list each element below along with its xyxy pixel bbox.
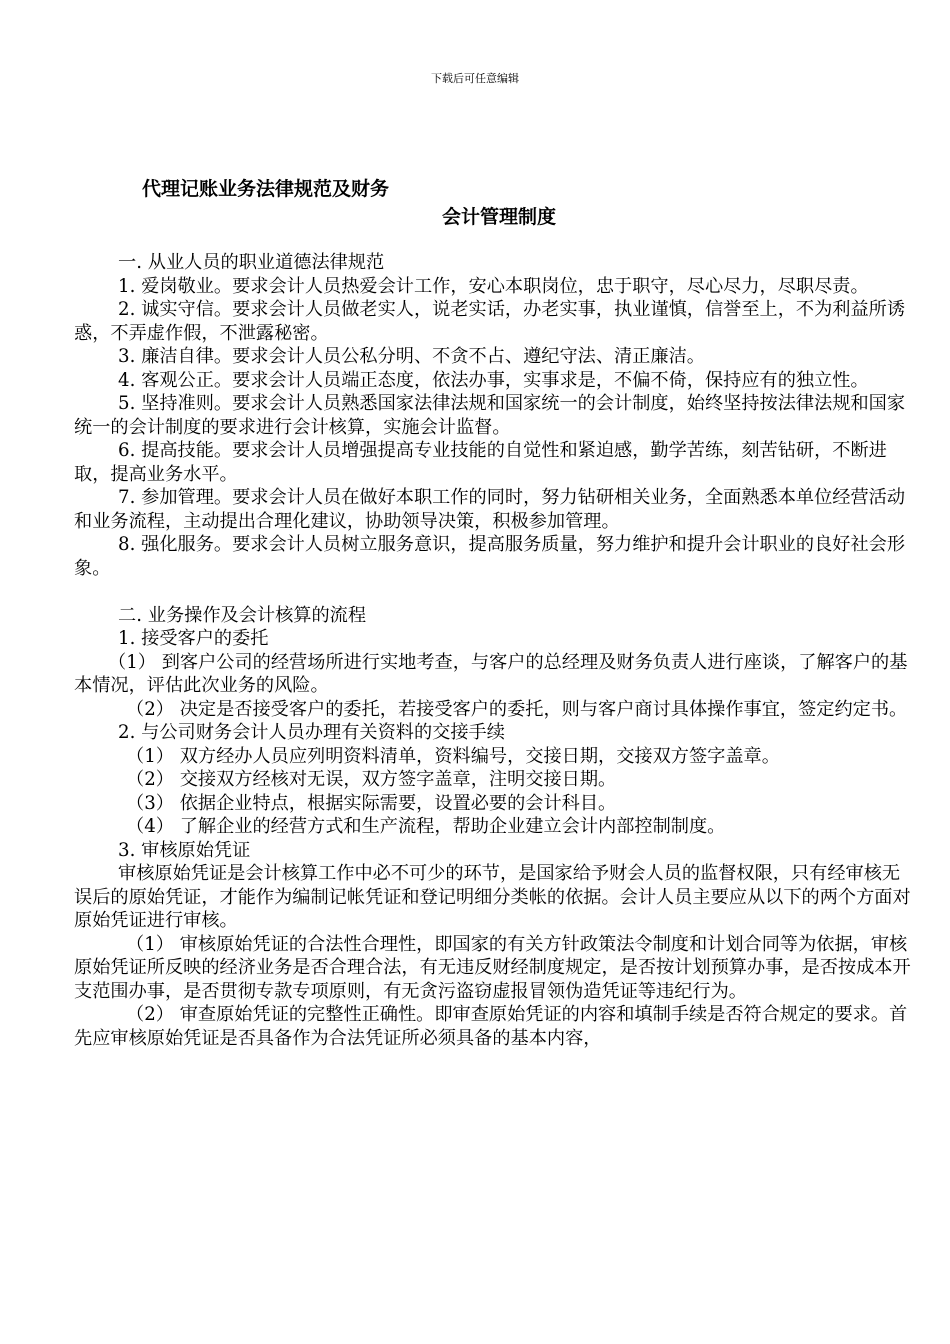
section1-item: 7. 参加管理。要求会计人员在做好本职工作的同时，努力钻研相关业务，全面熟悉本单位经营活动和业务流程，主动提出合理化建议，协助领导决策，积极参加管理。 [74, 487, 906, 532]
subsection-item: （2） 审查原始凭证的完整性正确性。即审查原始凭证的内容和填制手续是否符合规定的要求。首先应审核原始凭证是否具备作为合法凭证所必须具备的基本内容， [74, 1004, 908, 1049]
section1-item: 2. 诚实守信。要求会计人员做老实人，说老实话，办老实事，执业谨慎，信誉至上，不为利益所诱惑，不弄虚作假，不泄露秘密。 [74, 299, 906, 344]
subsection-item: （2） 决定是否接受客户的委托，若接受客户的委托，则与客户商讨具体操作事宜，签定约定书。 [126, 698, 908, 720]
section-spacer [74, 580, 914, 604]
section2-heading: 二. 业务操作及会计核算的流程 [118, 604, 367, 626]
subsection-heading: 1. 接受客户的委托 [118, 628, 269, 649]
subsection-item: （2） 交接双方经核对无误，双方签字盖章，注明交接日期。 [126, 769, 617, 790]
document-title-line2: 会计管理制度 [442, 206, 557, 228]
section1-item: 6. 提高技能。要求会计人员增强提高专业技能的自觉性和紧迫感，勤学苦练，刻苦钻研，不断进取，提高业务水平。 [74, 440, 887, 485]
section1-item: 3. 廉洁自律。要求会计人员公私分明、不贪不占、遵纪守法、清正廉洁。 [118, 346, 705, 367]
subsection-item: （1） 双方经办人员应列明资料清单，资料编号，交接日期，交接双方签字盖章。 [126, 745, 780, 767]
document-title-line1: 代理记账业务法律规范及财务 [142, 178, 390, 200]
subsection-item: （3） 依据企业特点，根据实际需要，设置必要的会计科目。 [126, 792, 617, 814]
section1-item: 4. 客观公正。要求会计人员端正态度，依法办事，实事求是，不偏不倚，保持应有的独立性。 [118, 369, 869, 391]
subsection-item: （1） 审核原始凭证的合法性合理性，即国家的有关方针政策法令制度和计划合同等为依据，审核原始凭证所反映的经济业务是否合理合法，有无违反财经制度规定，是否按计划预算办事，是否按成本开支范围办事，是否贯彻专款专项原则，有无贪污盗窃虚报冒领伪造凭证等违纪行为。 [74, 933, 911, 1002]
subsection-heading: 2. 与公司财务会计人员办理有关资料的交接手续 [118, 722, 505, 743]
subsection-heading: 3. 审核原始凭证 [118, 839, 251, 861]
document-body [74, 251, 914, 1050]
section1-item: 8. 强化服务。要求会计人员树立服务意识，提高服务质量，努力维护和提升会计职业的良好社会形象。 [74, 534, 906, 579]
section1-item: 5. 坚持准则。要求会计人员熟悉国家法律法规和国家统一的会计制度，始终坚持按法律法规和国家统一的会计制度的要求进行会计核算，实施会计监督。 [74, 393, 906, 438]
subsection-intro: 审核原始凭证是会计核算工作中必不可少的环节，是国家给予财会人员的监督权限，只有经审核无误后的原始凭证，才能作为编制记帐凭证和登记明细分类帐的依据。会计人员主要应从以下的两个方面对原始凭证进行审核。 [74, 863, 911, 931]
subsection-item: （1） 到客户公司的经营场所进行实地考查，与客户的总经理及财务负责人进行座谈，了解客户的基本情况，评估此次业务的风险。 [74, 651, 908, 696]
section1-item: 1. 爱岗敬业。要求会计人员热爱会计工作，安心本职岗位，忠于职守，尽心尽力，尽职尽责。 [118, 275, 869, 297]
header-note: 下载后可任意编辑 [431, 72, 519, 85]
subsection-item: （4） 了解企业的经营方式和生产流程，帮助企业建立会计内部控制制度。 [126, 816, 726, 837]
section1-heading: 一. 从业人员的职业道德法律规范 [118, 252, 385, 273]
